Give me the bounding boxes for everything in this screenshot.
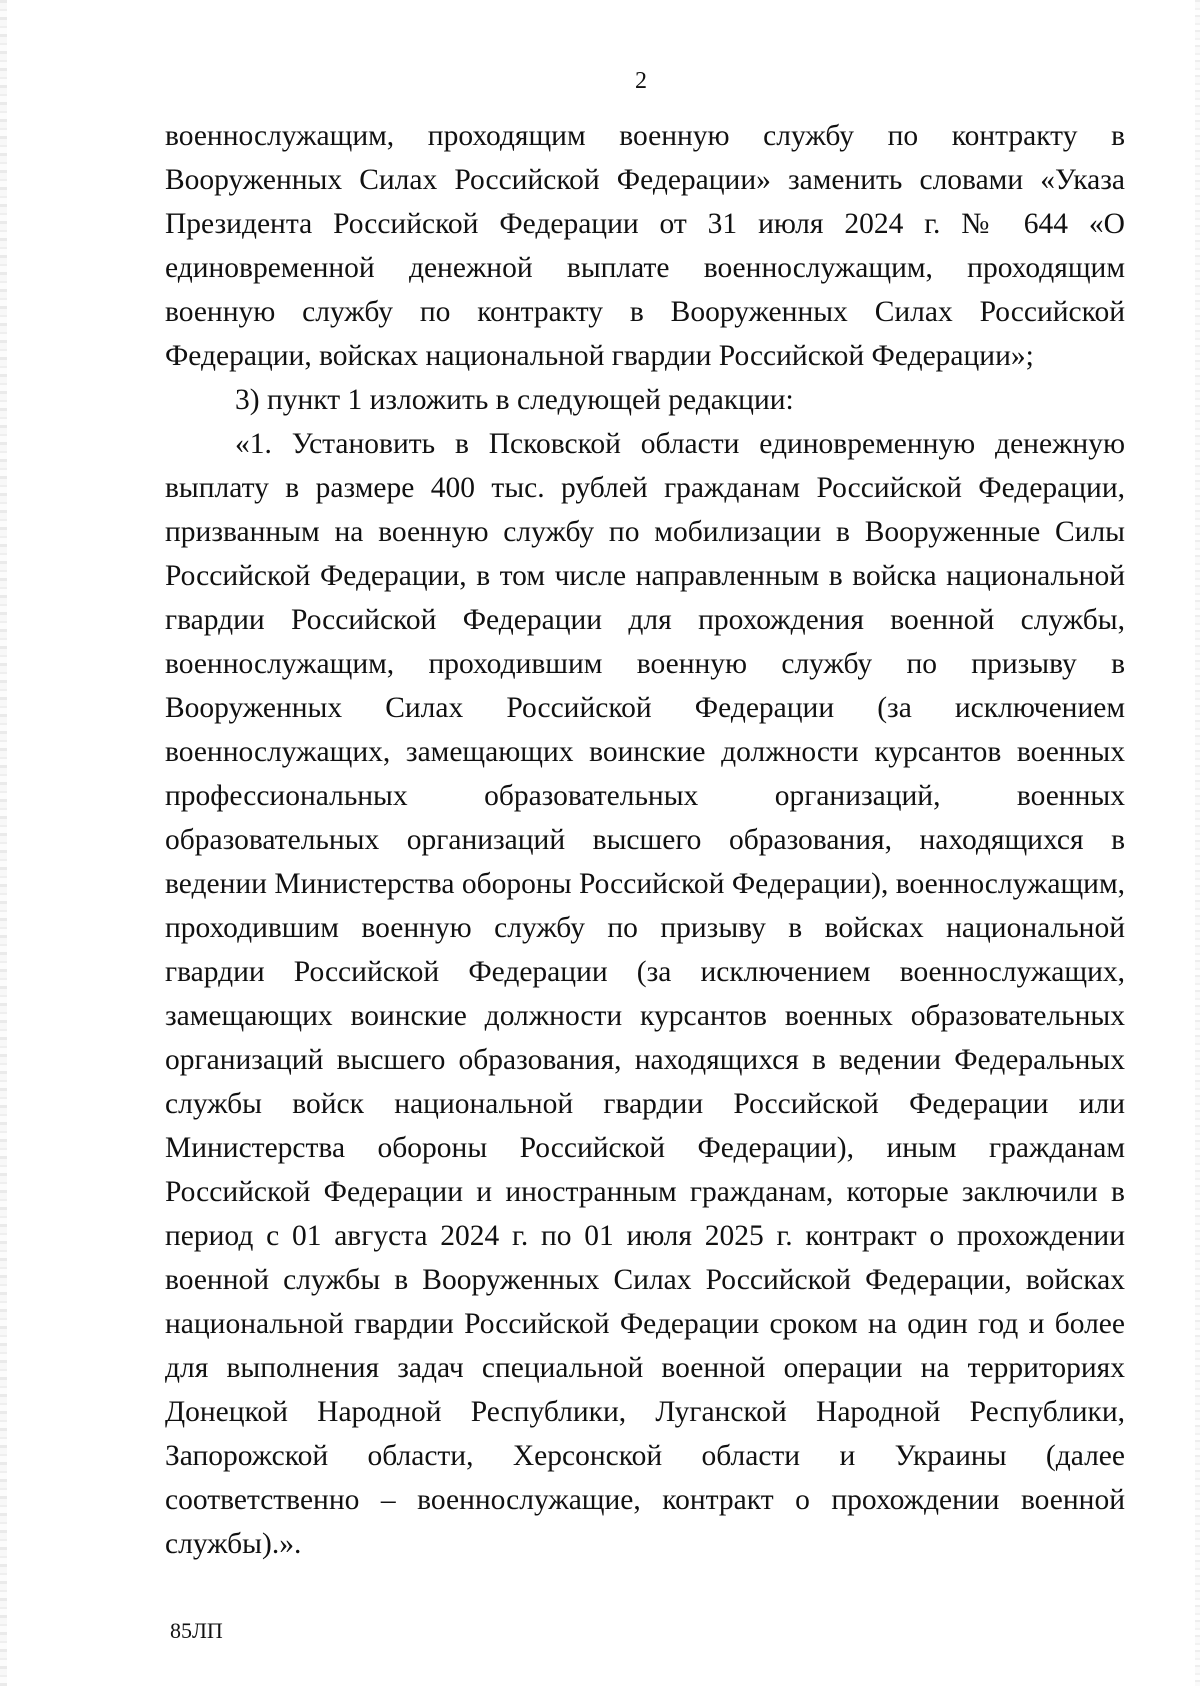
document-code: 85ЛП: [170, 1618, 223, 1643]
scan-edge-left: [0, 0, 7, 1686]
paragraph-point-1: «1. Установить в Псковской области единовременную денежную выплату в размере 400 тыс. рублей гражданам Российской Федерации, призванным на военную службу по мобилизации в Вооруженные Силы Российской Федерации, в том числе направленным в войска национальной гвардии Российской Федерации для прохождения военной службы, военнослужащим, проходившим военную службу по призыву в Вооруженных Силах Российской Федерации (за исключением военнослужащих, замещающих воинские должности курсантов военных профессиональных образовательных организаций, военных образовательных организаций высшего образования, находящихся в ведении Министерства обороны Российской Федерации), военнослужащим, проходившим военную службу по призыву в войсках национальной гвардии Российской Федерации (за исключением военнослужащих, замещающих воинские должности курсантов военных образовательных организаций высшего образования, находящихся в ведении Федеральных службы войск национальной гвардии Российской Федерации или Министерства обороны Российской Федерации), иным гражданам Российской Федерации и иностранным гражданам, которые заключили в период с 01 августа 2024 г. по 01 июля 2025 г. контракт о прохождении военной службы в Вооруженных Силах Российской Федерации, войсках национальной гвардии Российской Федерации сроком на один год и более для выполнения задач специальной военной операции на территориях Донецкой Народной Республики, Луганской Народной Республики, Запорожской области, Херсонской области и Украины (далее соответственно – военнослужащие, контракт о прохождении военной службы).».: [165, 428, 1125, 1560]
page-number: 2: [635, 68, 647, 94]
scan-edge-right: [1195, 0, 1200, 1686]
paragraph-continuation: военнослужащим, проходящим военную службу по контракту в Вооруженных Силах Российской Федерации» заменить словами «Указа Президента Российской Федерации от 31 июля 2024 г. № 644 «О единовременной денежной выплате военнослужащим, проходящим военную службу по контракту в Вооруженных Силах Российской Федерации, войсках национальной гвардии Российской Федерации»;: [165, 120, 1125, 372]
document-body: [165, 114, 1125, 1566]
paragraph-item-3: 3) пункт 1 изложить в следующей редакции:: [235, 384, 794, 416]
